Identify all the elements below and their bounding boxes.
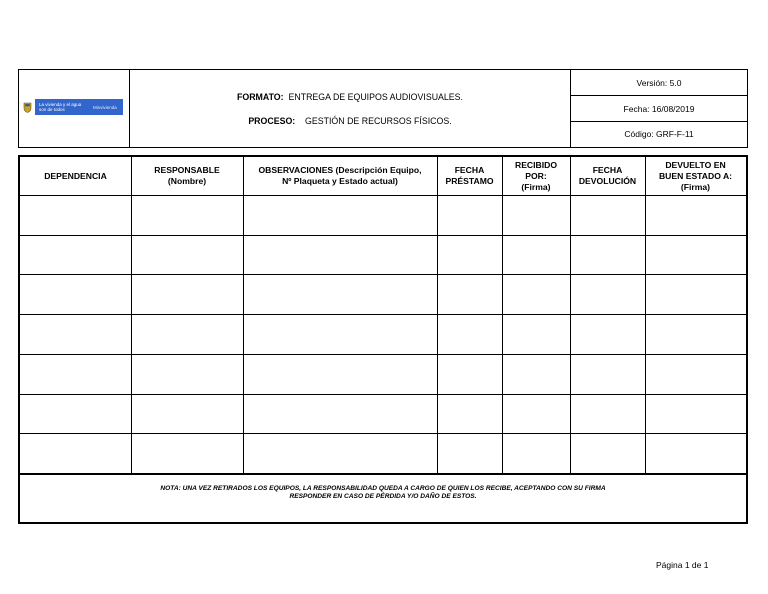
column-header: DEVUELTO EN BUEN ESTADO A: (Firma) — [658, 159, 733, 192]
table-cell[interactable] — [570, 274, 645, 314]
row-divider — [20, 473, 746, 475]
column-divider — [570, 157, 571, 473]
table-cell[interactable] — [243, 274, 437, 314]
table-cell[interactable] — [570, 433, 645, 473]
logo-ministry: Minvivienda — [93, 104, 117, 110]
table-cell[interactable] — [645, 195, 746, 235]
table-cell[interactable] — [20, 354, 131, 394]
table-cell[interactable] — [131, 195, 243, 235]
table-cell[interactable] — [131, 235, 243, 275]
table-cell[interactable] — [20, 433, 131, 473]
proceso-line — [130, 116, 570, 126]
proceso-value: GESTIÓN DE RECURSOS FÍSICOS. — [305, 116, 452, 126]
column-header: RECIBIDO POR: (Firma) — [514, 159, 558, 192]
table-cell[interactable] — [437, 274, 502, 314]
page-number: Página 1 de 1 — [656, 560, 709, 570]
table-cell[interactable] — [645, 433, 746, 473]
table-cell[interactable] — [131, 314, 243, 354]
table-cell[interactable] — [243, 235, 437, 275]
table-cell[interactable] — [437, 354, 502, 394]
table-cell[interactable] — [20, 195, 131, 235]
codigo-text: Código: GRF-F-11 — [624, 129, 694, 139]
table-cell[interactable] — [645, 354, 746, 394]
table-cell[interactable] — [20, 394, 131, 434]
note-line-2: RESPONDER EN CASO DE PÉRDIDA Y/O DAÑO DE ESTOS. — [289, 492, 477, 500]
table-cell[interactable] — [243, 195, 437, 235]
table-cell[interactable] — [502, 433, 570, 473]
logo-banner — [35, 99, 123, 115]
table-cell[interactable] — [20, 314, 131, 354]
column-divider — [243, 157, 244, 473]
column-header: FECHA PRÉSTAMO — [445, 165, 494, 186]
column-divider — [131, 157, 132, 473]
table-cell[interactable] — [437, 195, 502, 235]
table-cell[interactable] — [502, 354, 570, 394]
table-cell[interactable] — [502, 235, 570, 275]
table-cell[interactable] — [20, 274, 131, 314]
formato-label: FORMATO: — [236, 92, 284, 102]
column-header: DEPENDENCIA — [44, 170, 107, 181]
document-header — [18, 69, 748, 148]
table-cell[interactable] — [645, 394, 746, 434]
table-cell[interactable] — [570, 394, 645, 434]
table-cell[interactable] — [437, 314, 502, 354]
formato-value: ENTREGA DE EQUIPOS AUDIOVISUALES. — [288, 92, 463, 102]
table-cell[interactable] — [645, 314, 746, 354]
title-cell — [130, 70, 571, 147]
table-cell[interactable] — [437, 433, 502, 473]
fecha-text: Fecha: 16/08/2019 — [571, 96, 747, 122]
table-cell[interactable] — [570, 235, 645, 275]
logo-text: La vivienda y el agua son de todos — [39, 102, 82, 112]
table-cell[interactable] — [645, 235, 746, 275]
table-cell[interactable] — [645, 274, 746, 314]
equipment-table — [18, 155, 748, 524]
table-cell[interactable] — [570, 314, 645, 354]
meta-cell — [571, 70, 747, 147]
table-cell[interactable] — [502, 195, 570, 235]
table-cell[interactable] — [131, 394, 243, 434]
proceso-label: PROCESO: — [248, 116, 296, 126]
table-cell[interactable] — [243, 433, 437, 473]
note-line-1: NOTA: UNA VEZ RETIRADOS LOS EQUIPOS, LA RESPONSABILIDAD QUEDA A CARGO DE QUIEN LOS RECIBE, ACEPTANDO CON SU FIRMA — [160, 484, 606, 492]
table-cell[interactable] — [437, 235, 502, 275]
column-divider — [502, 157, 503, 473]
formato-line — [130, 92, 570, 102]
column-header: OBSERVACIONES (Descripción Equipo, Nº Plaqueta y Estado actual) — [258, 165, 422, 186]
table-cell[interactable] — [20, 235, 131, 275]
table-cell[interactable] — [131, 274, 243, 314]
ministry-logo — [23, 98, 127, 116]
table-cell[interactable] — [131, 433, 243, 473]
version-text: Versión: 5.0 — [571, 70, 747, 96]
table-cell[interactable] — [570, 195, 645, 235]
column-divider — [437, 157, 438, 473]
table-cell[interactable] — [502, 394, 570, 434]
table-cell[interactable] — [502, 314, 570, 354]
column-header: RESPONSABLE (Nombre) — [154, 165, 220, 186]
table-cell[interactable] — [243, 354, 437, 394]
column-divider — [645, 157, 646, 473]
logo-cell — [19, 70, 130, 147]
table-cell[interactable] — [570, 354, 645, 394]
table-cell[interactable] — [243, 314, 437, 354]
table-cell[interactable] — [131, 354, 243, 394]
table-note — [20, 485, 746, 501]
table-cell[interactable] — [437, 394, 502, 434]
table-cell[interactable] — [243, 394, 437, 434]
coat-of-arms-icon — [23, 102, 32, 113]
column-header: FECHA DEVOLUCIÓN — [578, 165, 637, 186]
table-cell[interactable] — [502, 274, 570, 314]
